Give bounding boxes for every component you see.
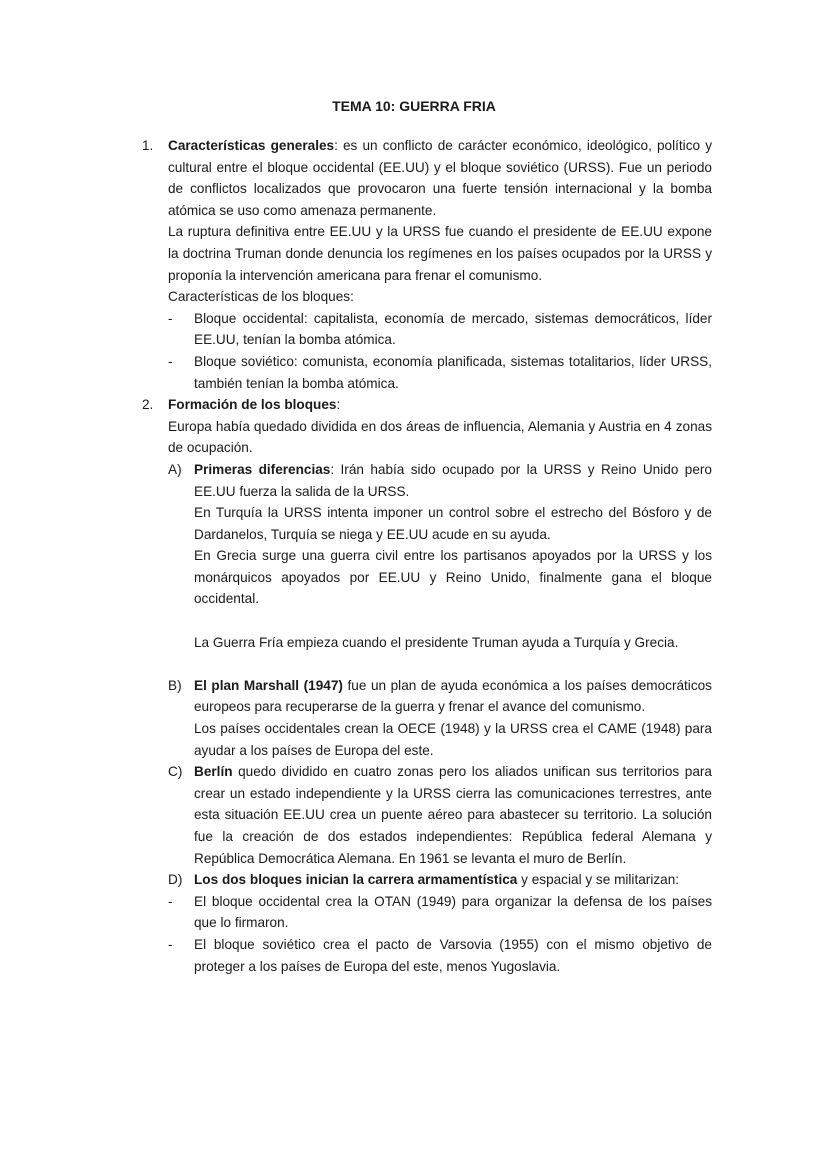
subsection-b-paragraph bbox=[194, 675, 712, 718]
subsection-b-paragraph-2: Los países occidentales crean la OECE (1948) y la URSS crea el CAME (1948) para ayudar a los países de Europa del este. bbox=[194, 721, 712, 758]
section-2-intro: Europa había quedado dividida en dos áreas de influencia, Alemania y Austria en 4 zonas de ocupación. bbox=[168, 418, 712, 456]
subsection-b bbox=[168, 675, 712, 761]
page-title: TEMA 10: GUERRA FRIA bbox=[332, 98, 496, 114]
subsection-d-body bbox=[194, 869, 712, 891]
list-item-text: El bloque occidental crea la OTAN (1949) para organizar la defensa de los países que lo firmaron. bbox=[194, 893, 712, 931]
section-1 bbox=[142, 135, 712, 308]
subsection-b-body bbox=[194, 675, 712, 761]
section-2-body bbox=[168, 394, 712, 459]
section-2-heading-line bbox=[168, 394, 712, 416]
subsection-b-heading: El plan Marshall (1947) bbox=[194, 677, 343, 693]
section-1-heading: Características generales bbox=[168, 138, 335, 153]
subsection-a-heading: Primeras diferencias bbox=[194, 461, 331, 477]
section-1-paragraph bbox=[168, 135, 712, 221]
subsection-b-marker: B) bbox=[168, 677, 182, 693]
spacer bbox=[194, 653, 712, 675]
subsection-a-paragraph-3: En Grecia surge una guerra civil entre los partisanos apoyados por la URSS y los monárquicos apoyados por EE.UU y Reino Unido, finalmente gana el bloque occidental. bbox=[194, 548, 712, 607]
subsection-b-text: fue un plan de ayuda económica a los países democráticos europeos para recuperarse de la guerra y frenar el avance del comunismo. bbox=[194, 677, 712, 715]
list-item bbox=[168, 934, 712, 977]
bullet-dash: - bbox=[168, 936, 173, 952]
subsection-d-paragraph bbox=[194, 869, 712, 891]
subsection-d-marker: D) bbox=[168, 872, 183, 888]
section-1-text: : es un conflicto de carácter económico, ideológico, político y cultural entre el bloque occidental (EE.UU) y el bloque soviético (URSS). Fue un periodo de conflictos localizados que provocaron una fuerte tensión internacional y la bomba atómica se uso como amenaza permanente. bbox=[168, 138, 712, 218]
list-item-text: Bloque occidental: capitalista, economía de mercado, sistemas democráticos, líder EE.UU, tenían la bomba atómica. bbox=[194, 310, 712, 348]
list-item-text: Bloque soviético: comunista, economía planificada, sistemas totalitarios, líder URSS, también tenían la bomba atómica. bbox=[194, 353, 712, 391]
list-item bbox=[168, 308, 712, 351]
subsection-a bbox=[168, 459, 712, 675]
subsection-d bbox=[168, 869, 712, 891]
subsection-a-paragraph-2: En Turquía la URSS intenta imponer un control sobre el estrecho del Bósforo y de Dardanelos, Turquía se niega y EE.UU acude en su ayuda. bbox=[194, 505, 712, 542]
section-1-paragraph-3: Características de los bloques: bbox=[168, 289, 354, 305]
subsection-a-paragraph-4: La Guerra Fría empieza cuando el presidente Truman ayuda a Turquía y Grecia. bbox=[194, 634, 679, 650]
section-2 bbox=[142, 394, 712, 459]
subsection-d-text: y espacial y se militarizan: bbox=[517, 872, 680, 888]
subsection-a-marker: A) bbox=[168, 461, 182, 477]
section-1-number: 1. bbox=[142, 138, 154, 153]
bullet-dash: - bbox=[168, 310, 173, 326]
section-1-paragraph-2: La ruptura definitiva entre EE.UU y la URSS fue cuando el presidente de EE.UU expone la doctrina Truman donde denuncia los regímenes en los países ocupados por la URSS y proponía la intervención americana para frenar el comunismo. bbox=[168, 224, 712, 283]
heading-colon: : bbox=[336, 397, 341, 413]
bullet-dash: - bbox=[168, 353, 173, 369]
section-1-body bbox=[168, 135, 712, 308]
subsection-a-body bbox=[194, 459, 712, 675]
subsection-d-heading: Los dos bloques inician la carrera armamentística bbox=[194, 872, 518, 888]
list-item bbox=[168, 351, 712, 394]
subsection-c-body bbox=[194, 761, 712, 869]
subsection-c-heading: Berlín bbox=[194, 764, 233, 780]
bullet-dash: - bbox=[168, 893, 173, 909]
subsection-a-paragraph bbox=[194, 459, 712, 502]
subsection-a-text: : Irán había sido ocupado por la URSS y Reino Unido pero EE.UU fuerza la salida de la URSS. bbox=[194, 461, 712, 499]
list-item bbox=[168, 891, 712, 934]
document-body bbox=[142, 135, 712, 977]
subsection-c-paragraph bbox=[194, 761, 712, 869]
subsection-c-text: quedo dividido en cuatro zonas pero los aliados unifican sus territorios para crear un estado independiente y la URSS cierra las comunicaciones terrestres, ante esta situación EE.UU crea un puente aéreo para abastecer su territorio. La solución fue la creación de dos estados independientes: República federal Alemana y República Democrática Alemana. En 1961 se levanta el muro de Berlín. bbox=[194, 764, 712, 866]
subsection-c bbox=[168, 761, 712, 869]
section-2-heading: Formación de los bloques bbox=[168, 397, 337, 413]
spacer bbox=[194, 610, 712, 632]
list-item-text: El bloque soviético crea el pacto de Varsovia (1955) con el mismo objetivo de proteger a los países de Europa del este, menos Yugoslavia. bbox=[194, 936, 712, 974]
section-2-number: 2. bbox=[142, 397, 154, 413]
subsection-c-marker: C) bbox=[168, 764, 183, 780]
